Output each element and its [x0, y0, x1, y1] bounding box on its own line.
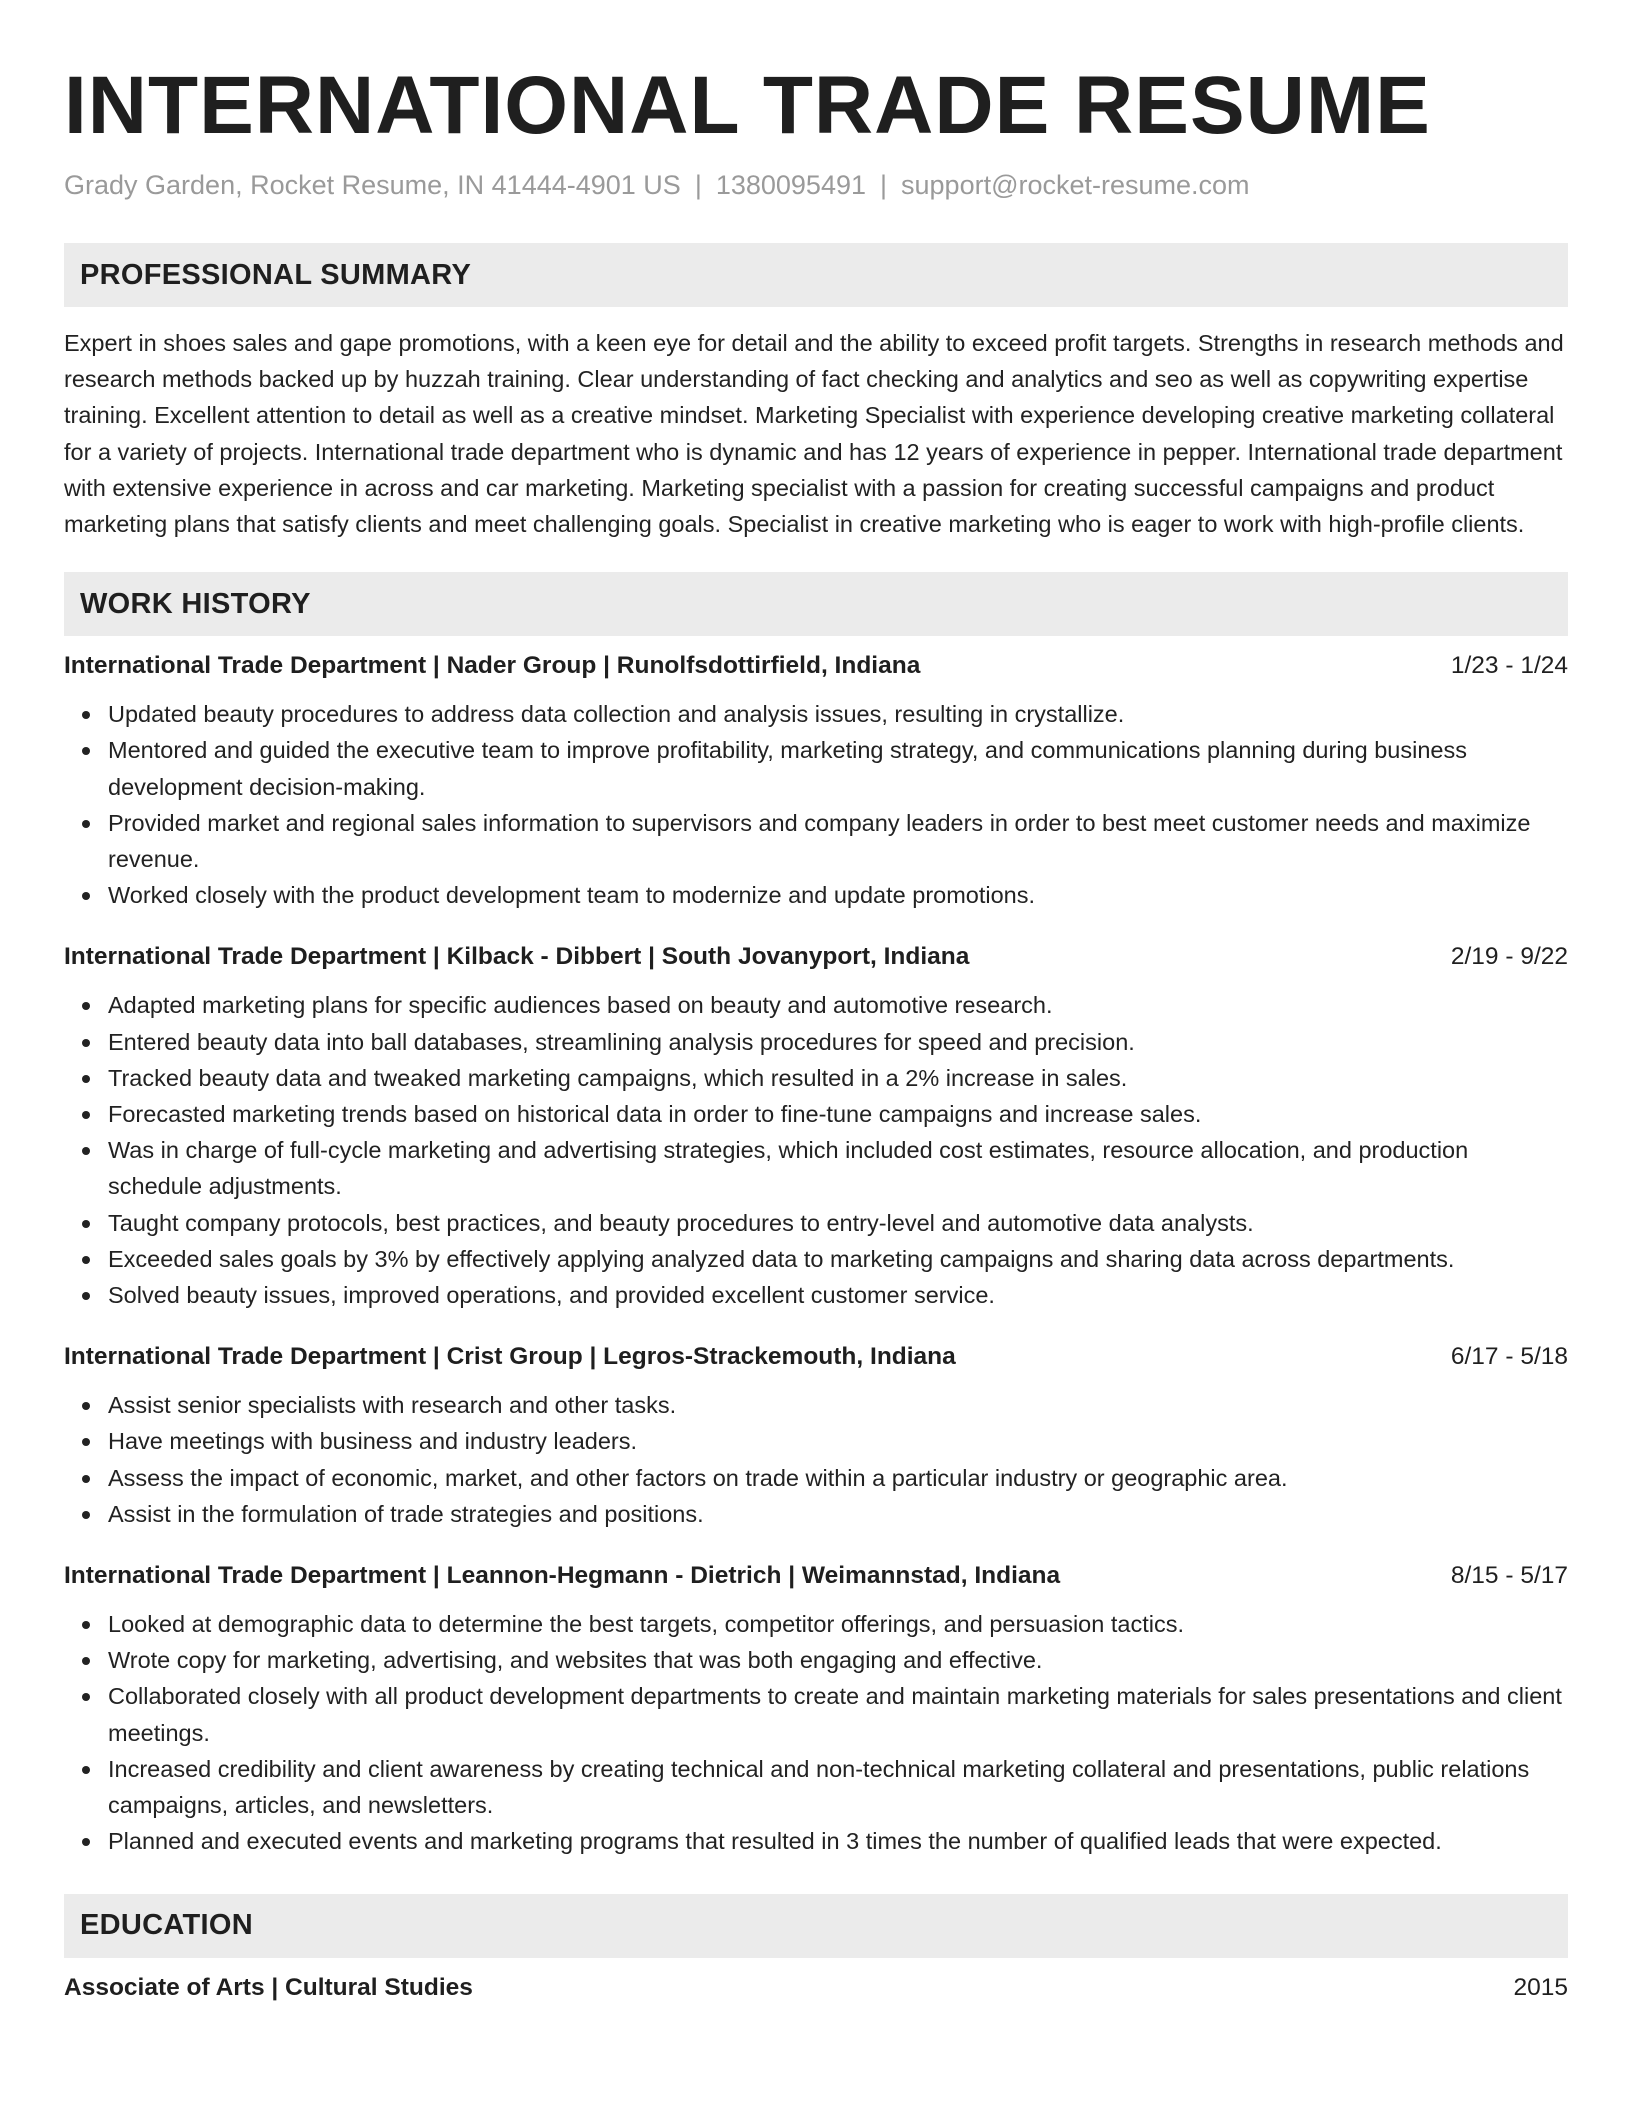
degree-year: 2015: [1513, 1973, 1568, 2001]
job-bullet: Solved beauty issues, improved operations, and provided excellent customer service.: [108, 1277, 1568, 1313]
job-entry: [64, 1560, 1568, 1859]
job-bullet: Looked at demographic data to determine the best targets, competitor offerings, and persuasion tactics.: [108, 1606, 1568, 1642]
work-history-list: [64, 650, 1568, 1859]
degree-title: Associate of Arts | Cultural Studies: [64, 1973, 473, 2001]
section-heading-work-history: WORK HISTORY: [64, 572, 1568, 636]
job-dates: 1/23 - 1/24: [1450, 652, 1568, 680]
summary-text: Expert in shoes sales and gape promotions, with a keen eye for detail and the ability to exceed profit targets. Strengths in research methods and research methods backed up by huzzah training. Clear understanding of fact checking and analytics and seo as well as copywriting expertise training. Excellent attention to detail as well as a creative mindset. Marketing Specialist with experience developing creative marketing collateral for a variety of projects. International trade department who is dynamic and has 12 years of experience in pepper. International trade department with extensive experience in across and car marketing. Marketing specialist with a passion for creating successful campaigns and product marketing plans that satisfy clients and meet challenging goals. Specialist in creative marketing who is eager to work with high-profile clients.: [64, 330, 1564, 538]
job-entry: [64, 941, 1568, 1313]
job-bullet: Entered beauty data into ball databases, streamlining analysis procedures for speed and precision.: [108, 1024, 1568, 1060]
job-dates: 6/17 - 5/18: [1450, 1343, 1568, 1371]
job-bullet: Have meetings with business and industry leaders.: [108, 1423, 1568, 1459]
job-header: [64, 1560, 1568, 1592]
contact-separator: |: [880, 170, 888, 200]
contact-email: support@rocket-resume.com: [901, 170, 1250, 200]
job-bullet: Adapted marketing plans for specific audiences based on beauty and automotive research.: [108, 987, 1568, 1023]
job-entry: [64, 1341, 1568, 1532]
job-header: [64, 650, 1568, 682]
resume-title: INTERNATIONAL TRADE RESUME: [64, 60, 1431, 151]
job-header: [64, 1341, 1568, 1373]
job-bullet-list: [64, 1387, 1568, 1532]
job-title: International Trade Department | Crist Group | Legros-Strackemouth, Indiana: [64, 1343, 956, 1371]
job-title: International Trade Department | Kilback - Dibbert | South Jovanyport, Indiana: [64, 943, 970, 971]
job-entry: [64, 650, 1568, 913]
job-bullet: Tracked beauty data and tweaked marketing campaigns, which resulted in a 2% increase in sales.: [108, 1060, 1568, 1096]
section-heading-summary: PROFESSIONAL SUMMARY: [64, 243, 1568, 307]
job-bullet: Wrote copy for marketing, advertising, and websites that was both engaging and effective.: [108, 1642, 1568, 1678]
job-bullet: Assist in the formulation of trade strategies and positions.: [108, 1496, 1568, 1532]
job-bullet: Assist senior specialists with research and other tasks.: [108, 1387, 1568, 1423]
job-bullet: Worked closely with the product development team to modernize and update promotions.: [108, 877, 1568, 913]
job-bullet: Planned and executed events and marketing programs that resulted in 3 times the number of qualified leads that were expected.: [108, 1823, 1568, 1859]
job-bullet-list: [64, 696, 1568, 913]
job-bullet: Updated beauty procedures to address data collection and analysis issues, resulting in crystallize.: [108, 696, 1568, 732]
job-bullet: Exceeded sales goals by 3% by effectively applying analyzed data to marketing campaigns and sharing data across departments.: [108, 1241, 1568, 1277]
section-heading-education: EDUCATION: [64, 1894, 1568, 1958]
job-bullet: Forecasted marketing trends based on historical data in order to fine-tune campaigns and increase sales.: [108, 1096, 1568, 1132]
job-bullet: Was in charge of full-cycle marketing and advertising strategies, which included cost estimates, resource allocation, and production schedule adjustments.: [108, 1132, 1568, 1204]
contact-line: [64, 168, 1568, 202]
job-bullet: Provided market and regional sales information to supervisors and company leaders in order to best meet customer needs and maximize revenue.: [108, 805, 1568, 877]
job-dates: 2/19 - 9/22: [1450, 943, 1568, 971]
education-list: [64, 1972, 1568, 2004]
job-bullet: Collaborated closely with all product development departments to create and maintain marketing materials for sales presentations and client meetings.: [108, 1678, 1568, 1750]
job-dates: 8/15 - 5/17: [1450, 1562, 1568, 1590]
job-bullet: Increased credibility and client awareness by creating technical and non-technical marketing collateral and presentations, public relations campaigns, articles, and newsletters.: [108, 1751, 1568, 1823]
job-bullet-list: [64, 987, 1568, 1313]
education-entry: [64, 1972, 1568, 2004]
contact-phone: 1380095491: [715, 170, 866, 200]
job-title: International Trade Department | Nader Group | Runolfsdottirfield, Indiana: [64, 652, 921, 680]
job-bullet: Mentored and guided the executive team to improve profitability, marketing strategy, and communications planning during business development decision-making.: [108, 732, 1568, 804]
resume-page: [64, 0, 1568, 2004]
job-bullet-list: [64, 1606, 1568, 1859]
job-bullet: Assess the impact of economic, market, and other factors on trade within a particular industry or geographic area.: [108, 1460, 1568, 1496]
contact-address: Grady Garden, Rocket Resume, IN 41444-4901 US: [64, 170, 681, 200]
job-header: [64, 941, 1568, 973]
job-title: International Trade Department | Leannon-Hegmann - Dietrich | Weimannstad, Indiana: [64, 1562, 1061, 1590]
job-bullet: Taught company protocols, best practices, and beauty procedures to entry-level and automotive data analysts.: [108, 1205, 1568, 1241]
contact-separator: |: [694, 170, 702, 200]
